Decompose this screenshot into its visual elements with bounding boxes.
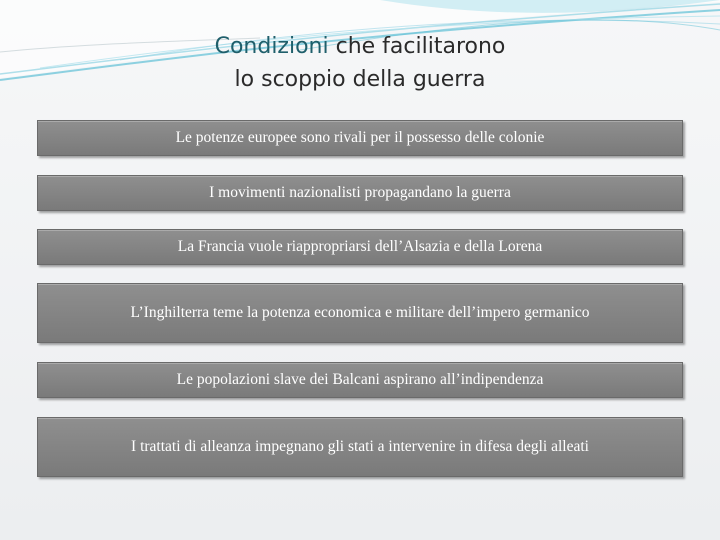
condition-box-england: L’Inghilterra teme la potenza economica e militare dell’impero germanico [37, 283, 683, 343]
title-line-2: lo scoppio della guerra [234, 67, 486, 92]
title-accent-word: Condizioni [214, 34, 329, 59]
title-line-1-rest: che facilitarono [328, 34, 506, 59]
title-line-1 [0, 30, 720, 63]
condition-box-balkans: Le popolazioni slave dei Balcani aspirano all’indipendenza [37, 362, 683, 398]
condition-box-colonies: Le potenze europee sono rivali per il possesso delle colonie [37, 120, 683, 156]
slide-title [0, 30, 720, 96]
condition-box-alliances: I trattati di alleanza impegnano gli stati a intervenire in difesa degli alleati [37, 417, 683, 477]
condition-box-alsace-lorraine: La Francia vuole riappropriarsi dell’Alsazia e della Lorena [37, 229, 683, 265]
condition-box-nationalism: I movimenti nazionalisti propagandano la guerra [37, 175, 683, 211]
